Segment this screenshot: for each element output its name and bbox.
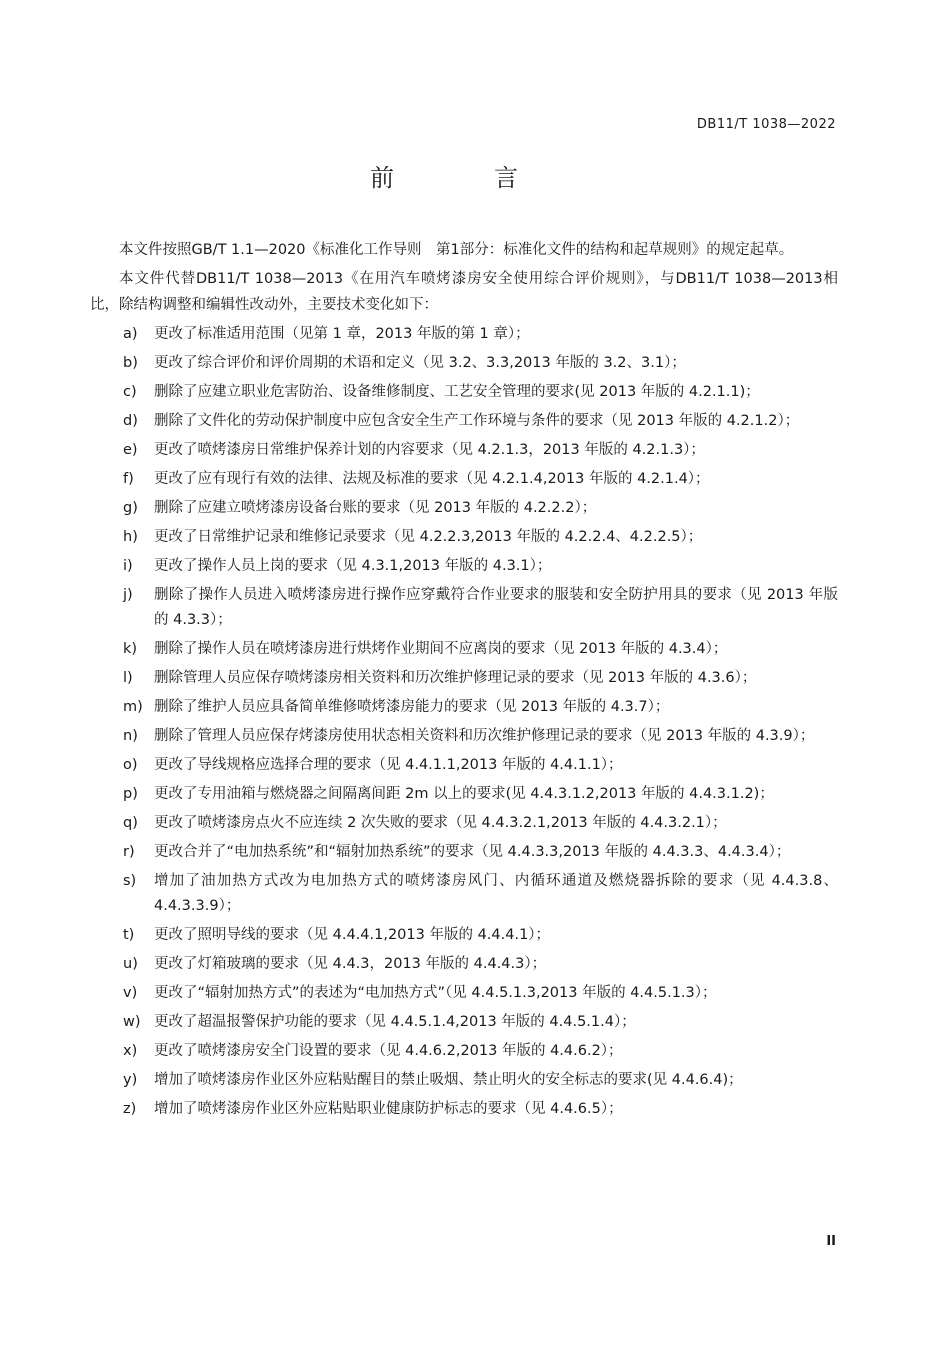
list-item — [90, 637, 838, 662]
list-text: 删除了文件化的劳动保护制度中应包含安全生产工作环境与条件的要求（见 2013 年版的 4.2.1.2）； — [154, 413, 800, 429]
list-item — [90, 782, 838, 807]
list-label: i) — [123, 558, 133, 574]
list-item — [90, 695, 838, 720]
list-text: 更改了喷烤漆房安全门设置的要求（见 4.4.6.2,2013 年版的 4.4.6.2）； — [154, 1043, 623, 1059]
list-text: 增加了喷烤漆房作业区外应粘贴醒目的禁止吸烟、禁止明火的安全标志的要求(见 4.4.6.4)； — [154, 1072, 743, 1088]
list-item — [90, 380, 838, 405]
list-item — [90, 409, 838, 434]
list-text: 更改了超温报警保护功能的要求（见 4.4.5.1.4,2013 年版的 4.4.5.1.4）； — [154, 1014, 636, 1030]
list-item — [90, 666, 838, 691]
list-label: v) — [123, 985, 138, 1001]
list-text: 更改了喷烤漆房点火不应连续 2 次失败的要求（见 4.4.3.2.1,2013 年版的 4.4.3.2.1）； — [154, 815, 727, 831]
list-label: p) — [123, 786, 138, 802]
list-item — [90, 1010, 838, 1035]
document-body — [90, 237, 838, 1126]
list-item — [90, 753, 838, 778]
list-item — [90, 1068, 838, 1093]
list-text: 更改了专用油箱与燃烧器之间隔离间距 2m 以上的要求(见 4.4.3.1.2,2013 年版的 4.4.3.1.2)； — [154, 786, 774, 802]
list-label: c) — [123, 384, 137, 400]
list-item — [90, 351, 838, 376]
list-text: 更改了应有现行有效的法律、法规及标准的要求（见 4.2.1.4,2013 年版的 4.2.1.4）； — [154, 471, 710, 487]
list-label: m) — [123, 699, 143, 715]
list-label: q) — [123, 815, 138, 831]
list-text: 删除了应建立喷烤漆房设备台账的要求（见 2013 年版的 4.2.2.2）； — [154, 500, 597, 516]
list-text: 更改了“辐射加热方式”的表述为“电加热方式”（见 4.4.5.1.3,2013 年版的 4.4.5.1.3）； — [154, 985, 717, 1001]
list-item — [90, 467, 838, 492]
list-label: r) — [123, 844, 135, 860]
list-text: 更改了灯箱玻璃的要求（见 4.4.3，2013 年版的 4.4.4.3）； — [154, 956, 547, 972]
list-label: t) — [123, 927, 135, 943]
list-item — [90, 811, 838, 836]
change-list — [90, 322, 838, 1122]
list-label: u) — [123, 956, 138, 972]
list-text: 增加了喷烤漆房作业区外应粘贴职业健康防护标志的要求（见 4.4.6.5）； — [154, 1101, 623, 1117]
page-number: II — [826, 1234, 836, 1249]
list-item — [90, 583, 838, 633]
list-text: 更改合并了“电加热系统”和“辐射加热系统”的要求（见 4.4.3.3,2013 年版的 4.4.3.3、4.4.3.4）； — [154, 844, 791, 860]
list-text: 更改了日常维护记录和维修记录要求（见 4.2.2.3,2013 年版的 4.2.2.4、4.2.2.5）； — [154, 529, 703, 545]
list-label: j) — [123, 587, 133, 603]
list-label: o) — [123, 757, 138, 773]
list-item — [90, 1039, 838, 1064]
list-item — [90, 525, 838, 550]
list-text: 更改了标准适用范围（见第 1 章，2013 年版的第 1 章）； — [154, 326, 530, 342]
list-label: d) — [123, 413, 138, 429]
list-item — [90, 322, 838, 347]
list-label: b) — [123, 355, 138, 371]
list-item — [90, 724, 838, 749]
list-text: 更改了操作人员上岗的要求（见 4.3.1,2013 年版的 4.3.1）； — [154, 558, 552, 574]
list-item — [90, 981, 838, 1006]
list-label: n) — [123, 728, 138, 744]
list-label: a) — [123, 326, 138, 342]
list-label: l) — [123, 670, 133, 686]
list-text: 更改了喷烤漆房日常维护保养计划的内容要求（见 4.2.1.3，2013 年版的 4.2.1.3）； — [154, 442, 705, 458]
list-label: x) — [123, 1043, 138, 1059]
document-code: DB11/T 1038—2022 — [696, 117, 836, 132]
list-text: 更改了照明导线的要求（见 4.4.4.1,2013 年版的 4.4.4.1）； — [154, 927, 551, 943]
list-item — [90, 840, 838, 865]
list-text: 增加了油加热方式改为电加热方式的喷烤漆房风门、内循环通道及燃烧器拆除的要求（见 4.4.3.8、4.4.3.3.9）； — [154, 873, 838, 914]
list-text: 删除了操作人员进入喷烤漆房进行操作应穿戴符合作业要求的服装和安全防护用具的要求（见 2013 年版的 4.3.3）； — [154, 587, 838, 628]
list-label: f) — [123, 471, 134, 487]
list-text: 删除了维护人员应具备简单维修喷烤漆房能力的要求（见 2013 年版的 4.3.7）； — [154, 699, 670, 715]
list-item — [90, 438, 838, 463]
list-label: h) — [123, 529, 138, 545]
list-item — [90, 496, 838, 521]
list-text: 删除管理人员应保存喷烤漆房相关资料和历次维护修理记录的要求（见 2013 年版的 4.3.6）； — [154, 670, 757, 686]
list-label: e) — [123, 442, 138, 458]
list-text: 删除了应建立职业危害防治、设备维修制度、工艺安全管理的要求(见 2013 年版的 4.2.1.1)； — [154, 384, 760, 400]
list-text: 删除了操作人员在喷烤漆房进行烘烤作业期间不应离岗的要求（见 2013 年版的 4.3.4）； — [154, 641, 728, 657]
list-text: 删除了管理人员应保存烤漆房使用状态相关资料和历次维护修理记录的要求（见 2013 年版的 4.3.9）； — [154, 728, 815, 744]
list-label: z) — [123, 1101, 137, 1117]
list-label: k) — [123, 641, 138, 657]
page-title: 前 言 — [370, 164, 556, 192]
list-label: s) — [123, 873, 137, 889]
list-item — [90, 869, 838, 919]
list-item — [90, 923, 838, 948]
list-label: y) — [123, 1072, 138, 1088]
list-label: g) — [123, 500, 138, 516]
list-text: 更改了导线规格应选择合理的要求（见 4.4.1.1,2013 年版的 4.4.1.1）； — [154, 757, 623, 773]
list-text: 更改了综合评价和评价周期的术语和定义（见 3.2、3.3,2013 年版的 3.2、3.1）； — [154, 355, 686, 371]
paragraph: 本文件代替DB11/T 1038—2013《在用汽车喷烤漆房安全使用综合评价规则》，与DB11/T 1038—2013相比，除结构调整和编辑性改动外，主要技术变化如下： — [90, 271, 838, 313]
list-label: w) — [123, 1014, 141, 1030]
list-item — [90, 554, 838, 579]
paragraph: 本文件按照GB/T 1.1—2020《标准化工作导则 第1部分：标准化文件的结构和起草规则》的规定起草。 — [119, 242, 794, 258]
list-item — [90, 1097, 838, 1122]
list-item — [90, 952, 838, 977]
